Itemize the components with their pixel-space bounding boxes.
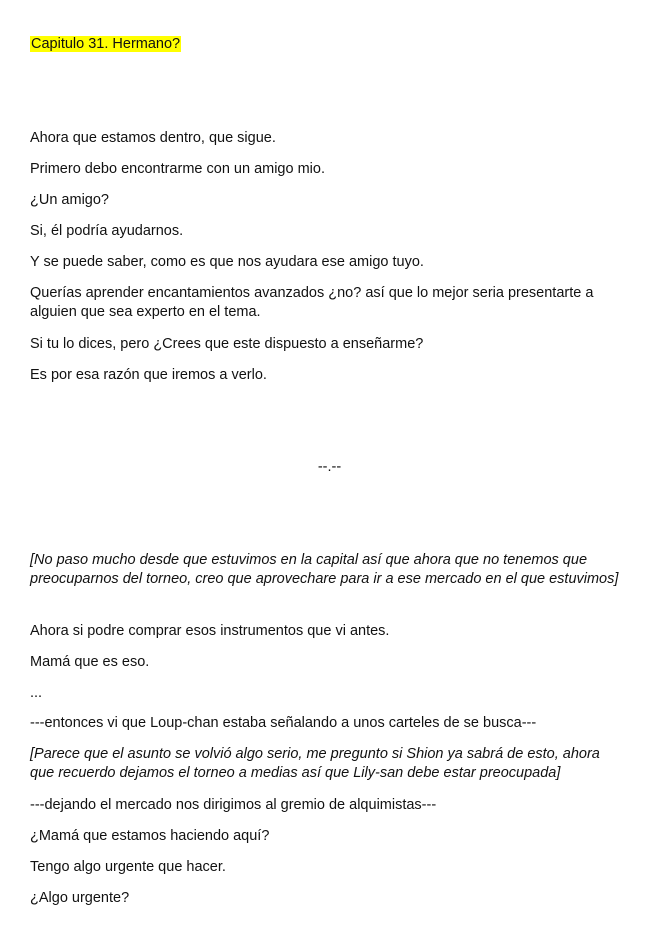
paragraph: ¿Un amigo?	[30, 192, 109, 208]
paragraph-thought: [No paso mucho desde que estuvimos en la capital así que ahora que no tenemos que preocuparnos del torneo, creo que aprovechare para ir a ese mercado en el que estuvimos]	[30, 552, 619, 587]
paragraph: ---dejando el mercado nos dirigimos al gremio de alquimistas---	[30, 797, 437, 813]
chapter-title-text: Capitulo 31. Hermano?	[31, 36, 181, 52]
paragraph: Es por esa razón que iremos a verlo.	[30, 367, 267, 383]
scene-separator: --.--	[317, 459, 342, 475]
paragraph: ---entonces vi que Loup-chan estaba señalando a unos carteles de se busca---	[30, 715, 537, 731]
paragraph: Si, él podría ayudarnos.	[30, 223, 184, 239]
paragraph: Mamá que es eso.	[30, 654, 150, 670]
paragraph: Ahora si podre comprar esos instrumentos que vi antes.	[30, 623, 390, 639]
paragraph: Y se puede saber, como es que nos ayudara ese amigo tuyo.	[30, 254, 424, 270]
paragraph: ¿Algo urgente?	[30, 890, 130, 906]
paragraph: ¿Mamá que estamos haciendo aquí?	[30, 828, 270, 844]
paragraph: Primero debo encontrarme con un amigo mio.	[30, 161, 325, 177]
paragraph: Querías aprender encantamientos avanzados ¿no? así que lo mejor seria presentarte a alguien que sea experto en el tema.	[30, 285, 594, 320]
paragraph: ...	[30, 685, 43, 701]
paragraph-thought: [Parece que el asunto se volvió algo serio, me pregunto si Shion ya sabrá de esto, ahora que recuerdo dejamos el torneo a medias así que Lily-san debe estar preocupada]	[30, 746, 600, 781]
paragraph: Ahora que estamos dentro, que sigue.	[30, 130, 276, 146]
paragraph: Tengo algo urgente que hacer.	[30, 859, 226, 875]
chapter-title	[30, 35, 181, 54]
paragraph: Si tu lo dices, pero ¿Crees que este dispuesto a enseñarme?	[30, 336, 424, 352]
